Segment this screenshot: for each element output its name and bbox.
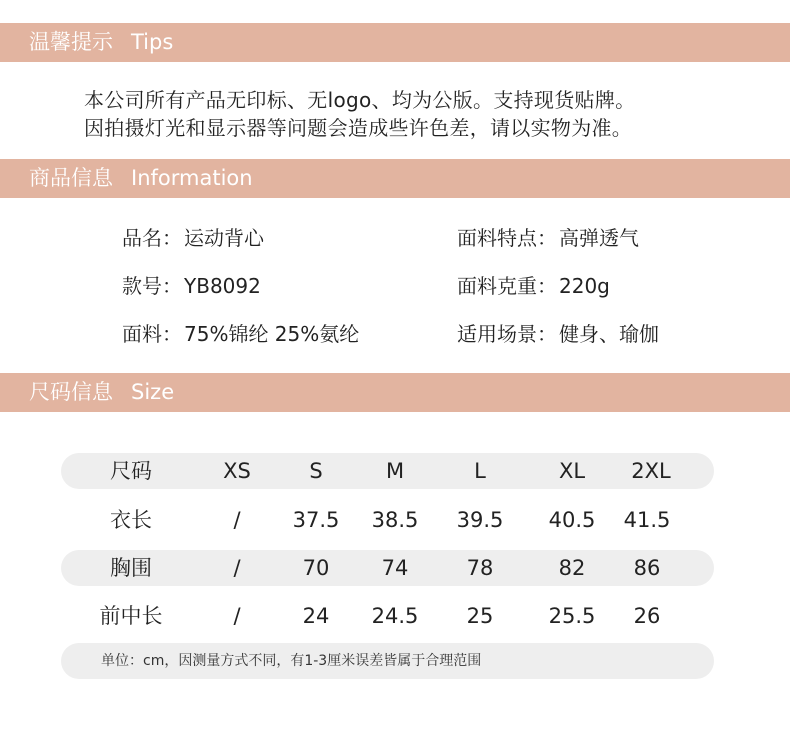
style-number-label: 款号： bbox=[122, 274, 182, 298]
usage-scene bbox=[457, 318, 659, 347]
table-cell: 78 bbox=[466, 556, 494, 580]
usage-scene-value: 健身、瑜伽 bbox=[559, 322, 659, 346]
table-cell: 70 bbox=[302, 556, 330, 580]
table-cell: 38.5 bbox=[371, 508, 419, 532]
table-header-cell: XL bbox=[558, 459, 586, 483]
table-cell: 37.5 bbox=[292, 508, 340, 532]
table-cell: 82 bbox=[558, 556, 586, 580]
size-title-cn: 尺码信息 bbox=[29, 380, 113, 404]
tips-line-1: 本公司所有产品无印标、无logo、均为公版。支持现货贴牌。 bbox=[84, 88, 636, 112]
table-header-cell: XS bbox=[223, 459, 251, 483]
table-cell: 86 bbox=[633, 556, 661, 580]
product-name-label: 品名： bbox=[122, 226, 182, 250]
info-title-en: Information bbox=[131, 166, 253, 190]
product-name-value: 运动背心 bbox=[184, 226, 264, 250]
table-header-cell: L bbox=[474, 459, 486, 483]
style-number bbox=[122, 270, 261, 299]
table-cell: / bbox=[233, 604, 241, 628]
fabric-weight-value: 220g bbox=[559, 274, 610, 298]
table-cell: 26 bbox=[633, 604, 661, 628]
table-cell: 25.5 bbox=[548, 604, 596, 628]
table-cell: 衣长 bbox=[110, 508, 152, 532]
table-cell: / bbox=[233, 556, 241, 580]
table-cell: 25 bbox=[466, 604, 494, 628]
size-section-header bbox=[0, 373, 790, 412]
table-cell: / bbox=[233, 508, 241, 532]
product-name bbox=[122, 222, 264, 251]
table-header-cell: M bbox=[385, 459, 405, 483]
fabric-feature-value: 高弹透气 bbox=[559, 226, 639, 250]
table-cell: 39.5 bbox=[456, 508, 504, 532]
fabric-weight-label: 面料克重： bbox=[457, 274, 557, 298]
style-number-value: YB8092 bbox=[184, 274, 261, 298]
table-cell: 24 bbox=[302, 604, 330, 628]
fabric-value: 75%锦纶 25%氨纶 bbox=[184, 322, 360, 346]
tips-section-header bbox=[0, 23, 790, 62]
size-title-en: Size bbox=[131, 380, 175, 404]
table-cell: 40.5 bbox=[548, 508, 596, 532]
table-cell: 24.5 bbox=[371, 604, 419, 628]
info-section-header bbox=[0, 159, 790, 198]
tips-line-2: 因拍摄灯光和显示器等问题会造成些许色差，请以实物为准。 bbox=[84, 116, 633, 140]
size-note: 单位：cm，因测量方式不同，有1-3厘米误差皆属于合理范围 bbox=[101, 653, 482, 669]
fabric-feature-label: 面料特点： bbox=[457, 226, 557, 250]
fabric-label: 面料： bbox=[122, 322, 182, 346]
table-header-cell: 尺码 bbox=[110, 459, 152, 483]
info-title-cn: 商品信息 bbox=[29, 166, 113, 190]
table-header-cell: S bbox=[309, 459, 323, 483]
table-cell: 胸围 bbox=[110, 556, 152, 580]
tips-title-cn: 温馨提示 bbox=[29, 30, 113, 54]
fabric bbox=[122, 318, 359, 347]
tips-title-en: Tips bbox=[131, 30, 174, 54]
table-cell: 前中长 bbox=[99, 604, 163, 628]
table-cell: 74 bbox=[381, 556, 409, 580]
usage-scene-label: 适用场景： bbox=[457, 322, 557, 346]
fabric-weight bbox=[457, 270, 610, 299]
fabric-feature bbox=[457, 222, 639, 251]
table-cell: 41.5 bbox=[623, 508, 671, 532]
table-header-cell: 2XL bbox=[631, 459, 671, 483]
